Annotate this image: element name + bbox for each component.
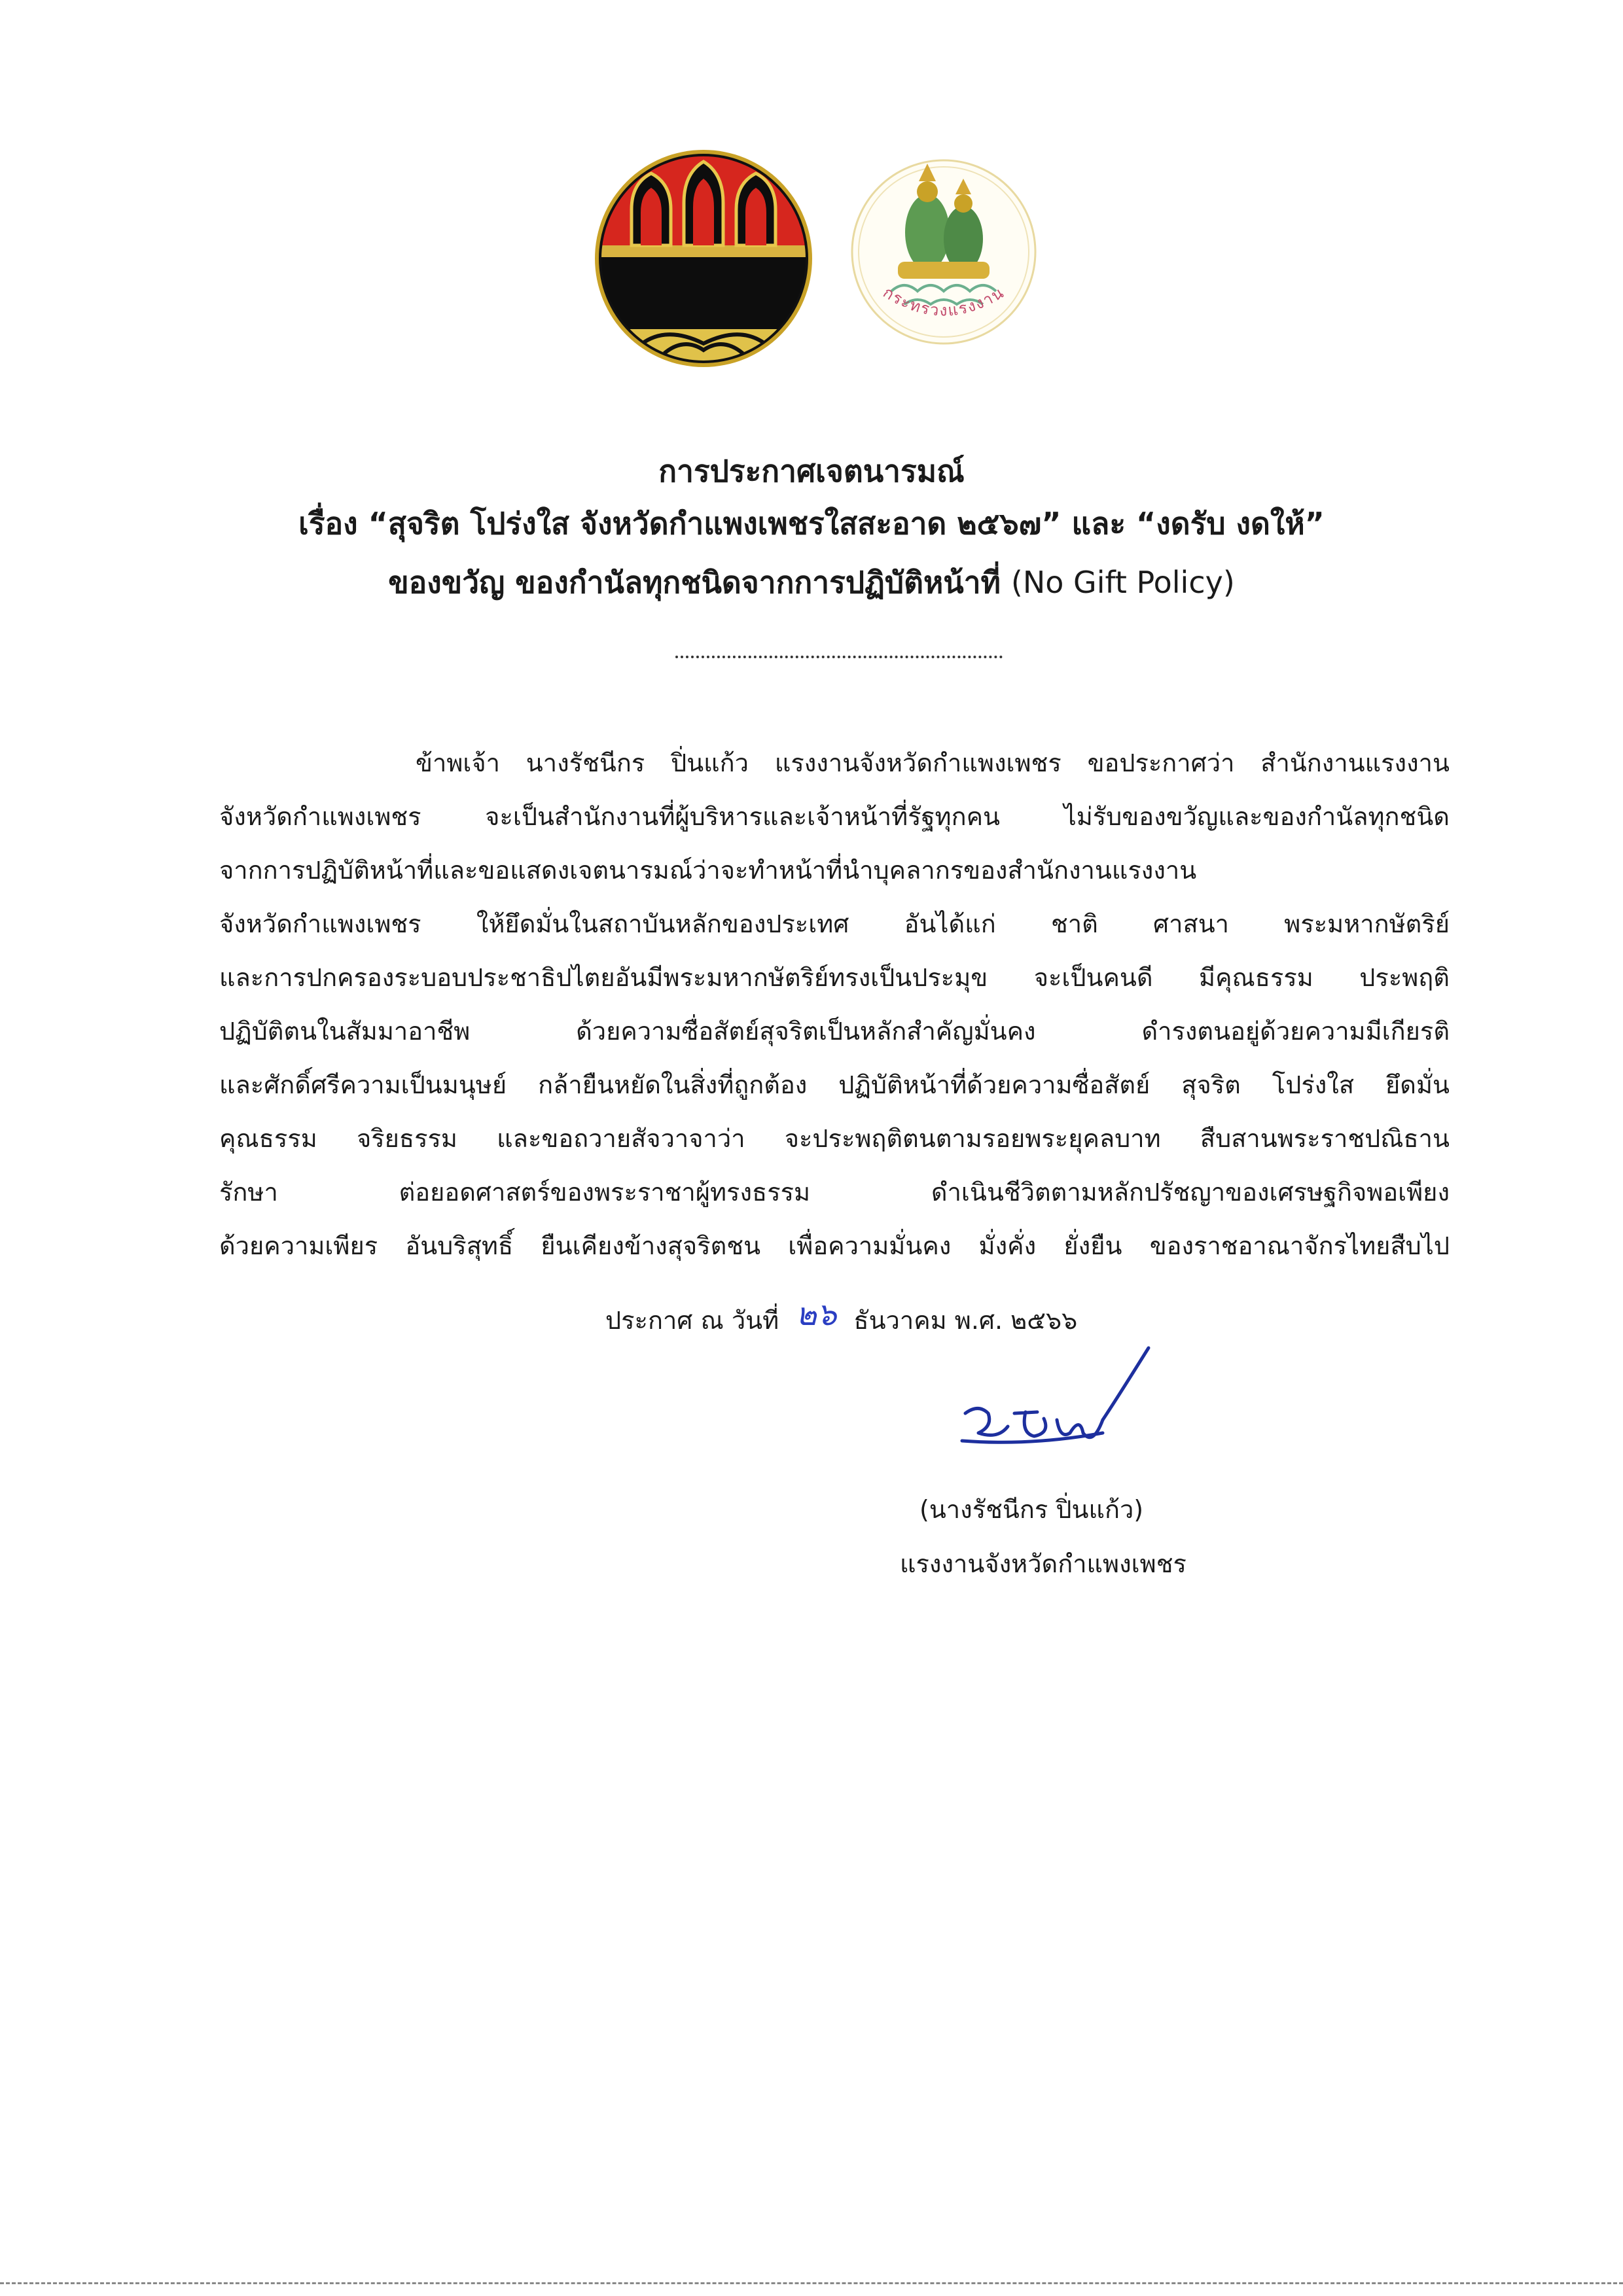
subject-thai: ของขวัญ ของกำนัลทุกชนิดจากการปฏิบัติหน้าที่ [388,565,1001,600]
scan-edge-line [0,2282,1623,2284]
body-line: ด้วยความเพียร อันบริสุทธิ์ ยืนเคียงข้างสุจริตชน เพื่อความมั่นคง มั่งคั่ง ยั่งยืน ของราชอาณาจักรไทยสืบไป [219,1231,1450,1260]
header-seals [0,147,1623,383]
declaration-date [605,1296,1078,1340]
body-line: คุณธรรม จริยธรรม และขอถวายสัจวาจาว่า จะประพฤติตนตามรอยพระยุคลบาท สืบสานพระราชปณิธาน [219,1124,1450,1153]
declaration-body [219,736,1450,1273]
document-subject: เรื่อง “สุจริต โปร่งใส จังหวัดกำแพงเพชรใสสะอาด ๒๕๖๗” และ “งดรับ งดให้” [298,506,1325,541]
date-prefix: ประกาศ ณ วันที่ [605,1306,779,1335]
body-line: จากการปฏิบัติหน้าที่และขอแสดงเจตนารมณ์ว่าจะทำหน้าที่นำบุคลากรของสำนักงานแรงงาน [219,856,1197,885]
body-line: ปฏิบัติตนในสัมมาอาชีพ ด้วยความซื่อสัตย์สุจริตเป็นหลักสำคัญมั่นคง ดำรงตนอยู่ด้วยความมีเกียรติ [219,1017,1450,1046]
ministry-of-labour-seal-icon [846,147,1042,370]
document-subject-cont [0,563,1623,602]
subject-english: (No Gift Policy) [1010,565,1235,600]
seal-right-text: กระทรวงแรงงาน [880,283,1008,320]
body-line: รักษา ต่อยอดศาสตร์ของพระราชาผู้ทรงธรรม ดำเนินชีวิตตามหลักปรัชญาของเศรษฐกิจพอเพียง [219,1178,1450,1207]
signature-image [952,1341,1168,1472]
dotted-separator [675,656,1003,658]
body-line: และการปกครองระบอบประชาธิปไตยอันมีพระมหากษัตริย์ทรงเป็นประมุข จะเป็นคนดี มีคุณธรรม ประพฤติ [219,963,1450,992]
document-title: การประกาศเจตนารมณ์ [658,453,965,489]
signatory-position: แรงงานจังหวัดกำแพงเพชร [900,1549,1186,1578]
signatory-name: (นางรัชนีกร ปิ่นแก้ว) [919,1495,1144,1524]
body-line: จังหวัดกำแพงเพชร จะเป็นสำนักงานที่ผู้บริหารและเจ้าหน้าที่รัฐทุกคน ไม่รับของขวัญและของกำนัลทุกชนิด [219,802,1450,831]
date-day-handwritten: ๒๖ [796,1296,837,1333]
date-suffix: ธันวาคม พ.ศ. ๒๕๖๖ [853,1306,1078,1335]
body-line: และศักดิ์ศรีความเป็นมนุษย์ กล้ายืนหยัดในสิ่งที่ถูกต้อง ปฏิบัติหน้าที่ด้วยความซื่อสัตย์ สุจริต โปร่งใส ยึดมั่น [219,1070,1450,1099]
kamphaeng-phet-province-seal-icon [592,147,815,370]
body-line: ข้าพเจ้า นางรัชนีกร ปิ่นแก้ว แรงงานจังหวัดกำแพงเพชร ขอประกาศว่า สำนักงานแรงงาน [416,749,1450,777]
body-line: จังหวัดกำแพงเพชร ให้ยึดมั่นในสถาบันหลักของประเทศ อันได้แก่ ชาติ ศาสนา พระมหากษัตริย์ [219,910,1450,938]
